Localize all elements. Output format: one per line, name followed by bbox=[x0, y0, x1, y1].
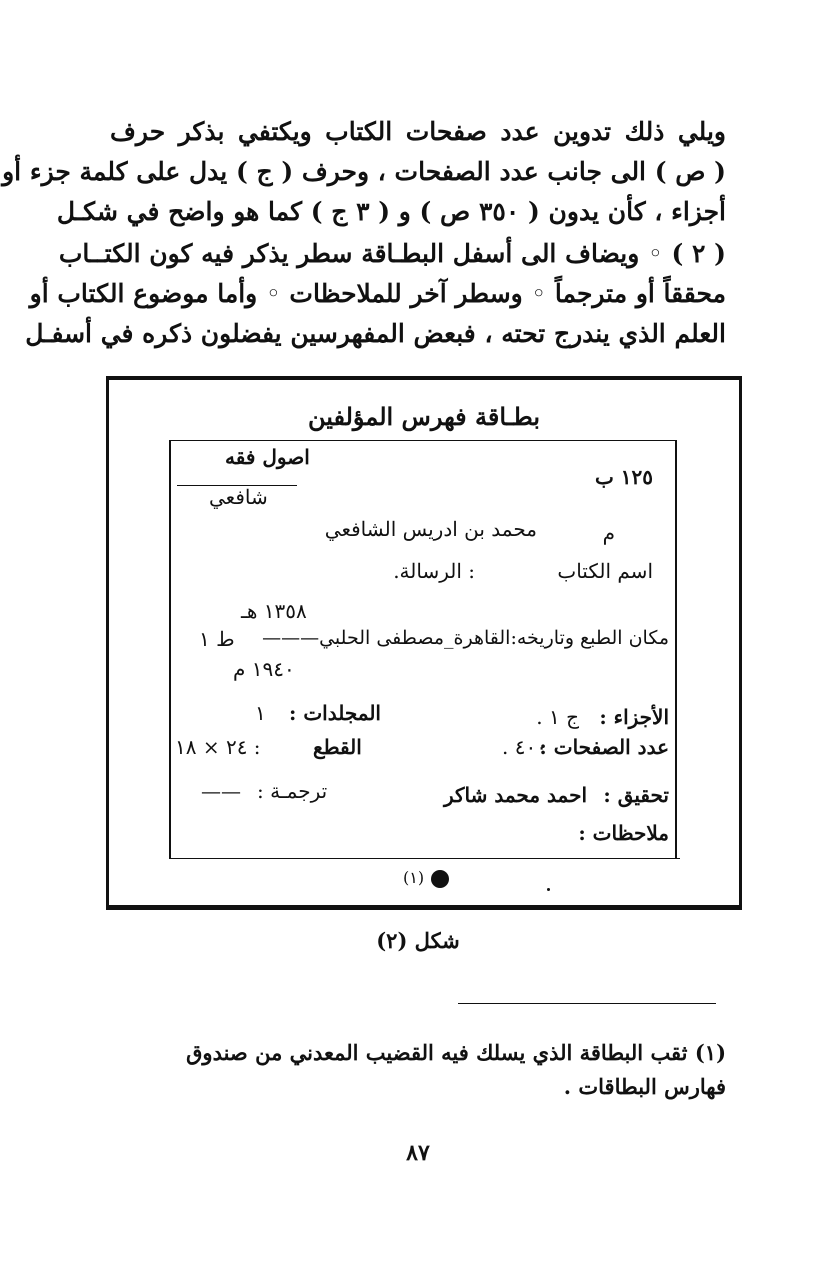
author-name: محمد بن ادريس الشافعي bbox=[324, 517, 537, 541]
author-prefix: م bbox=[602, 521, 615, 545]
paragraph-line-2: ( ص ) الى جانب عدد الصفحات ، وحرف ( ج ) يدل على كلمة جزء أو bbox=[2, 157, 726, 186]
pages-value: ٤٠٠ . bbox=[502, 735, 547, 759]
paragraph-line-4: ( ٢ ) ◦ ويضاف الى أسفل البطـاقة سطر يذكر فيه كون الكتــاب bbox=[58, 239, 726, 268]
subject-heading: اصول فقه bbox=[225, 445, 310, 469]
volumes-value: ١ bbox=[255, 701, 266, 725]
pages-label: عدد الصفحات : bbox=[539, 735, 669, 759]
editor-label: تحقيق : bbox=[603, 783, 669, 807]
subject-subheading: شافعي bbox=[209, 485, 268, 509]
paragraph-line-6: العلم الذي يندرج تحته ، فبعض المفهرسين يفضلون ذكره في أسفـل bbox=[25, 319, 726, 348]
size-value: : ٢٤ × ١٨ bbox=[175, 735, 261, 759]
editor-name: احمد محمد شاكر bbox=[444, 783, 587, 807]
footnote-line-1: (١) ثقب البطاقة الذي يسلك فيه القضيب المعدني من صندوق bbox=[186, 1040, 726, 1065]
edition: ط ١ bbox=[199, 627, 235, 651]
translation-value: —— bbox=[201, 779, 241, 803]
figure-caption: شكل (٢) bbox=[376, 928, 460, 953]
parts-label: الأجزاء : bbox=[599, 705, 669, 729]
card-title: بطـاقة فهرس المؤلفين bbox=[307, 402, 541, 431]
paragraph-line-1: ويلي ذلك تدوين عدد صفحات الكتاب ويكتفي بذكر حرف bbox=[110, 117, 726, 146]
page-number: ٨٧ bbox=[406, 1140, 430, 1166]
size-label: القطع bbox=[313, 735, 362, 759]
book-name-value: : الرسالة. bbox=[393, 559, 475, 583]
footnote-rule bbox=[458, 1003, 716, 1004]
paragraph-line-3: أجزاء ، كأن يدون ( ٣٥٠ ص ) و ( ٣ ج ) كما هو واضح في شكـل bbox=[56, 197, 726, 226]
paragraph-line-5: محققاً أو مترجماً ◦ وسطر آخر للملاحظات ◦ وأما موضوع الكتاب أو bbox=[29, 279, 726, 308]
card-inner-frame bbox=[169, 440, 677, 858]
punch-hole-marker: (١) bbox=[403, 868, 425, 887]
card-inner-bottom-line bbox=[169, 858, 680, 859]
publication-place: مكان الطبع وتاريخه:القاهرة_مصطفى الحلبي——— bbox=[262, 627, 669, 649]
notes-label: ملاحظات : bbox=[578, 821, 669, 845]
small-dot bbox=[547, 888, 550, 891]
punch-hole-icon bbox=[431, 870, 449, 888]
gregorian-year: ١٩٤٠ م bbox=[233, 657, 295, 681]
translation-label: ترجمـة : bbox=[257, 779, 328, 803]
hijri-year: ١٣٥٨ هـ bbox=[241, 599, 307, 623]
book-name-label: اسم الكتاب bbox=[557, 559, 653, 583]
parts-value: ج ١ . bbox=[536, 705, 579, 729]
volumes-label: المجلدات : bbox=[289, 701, 381, 725]
catalog-card bbox=[106, 376, 742, 910]
call-number: ١٢٥ ب bbox=[594, 465, 653, 489]
footnote-line-2: فهارس البطاقات . bbox=[563, 1074, 726, 1099]
